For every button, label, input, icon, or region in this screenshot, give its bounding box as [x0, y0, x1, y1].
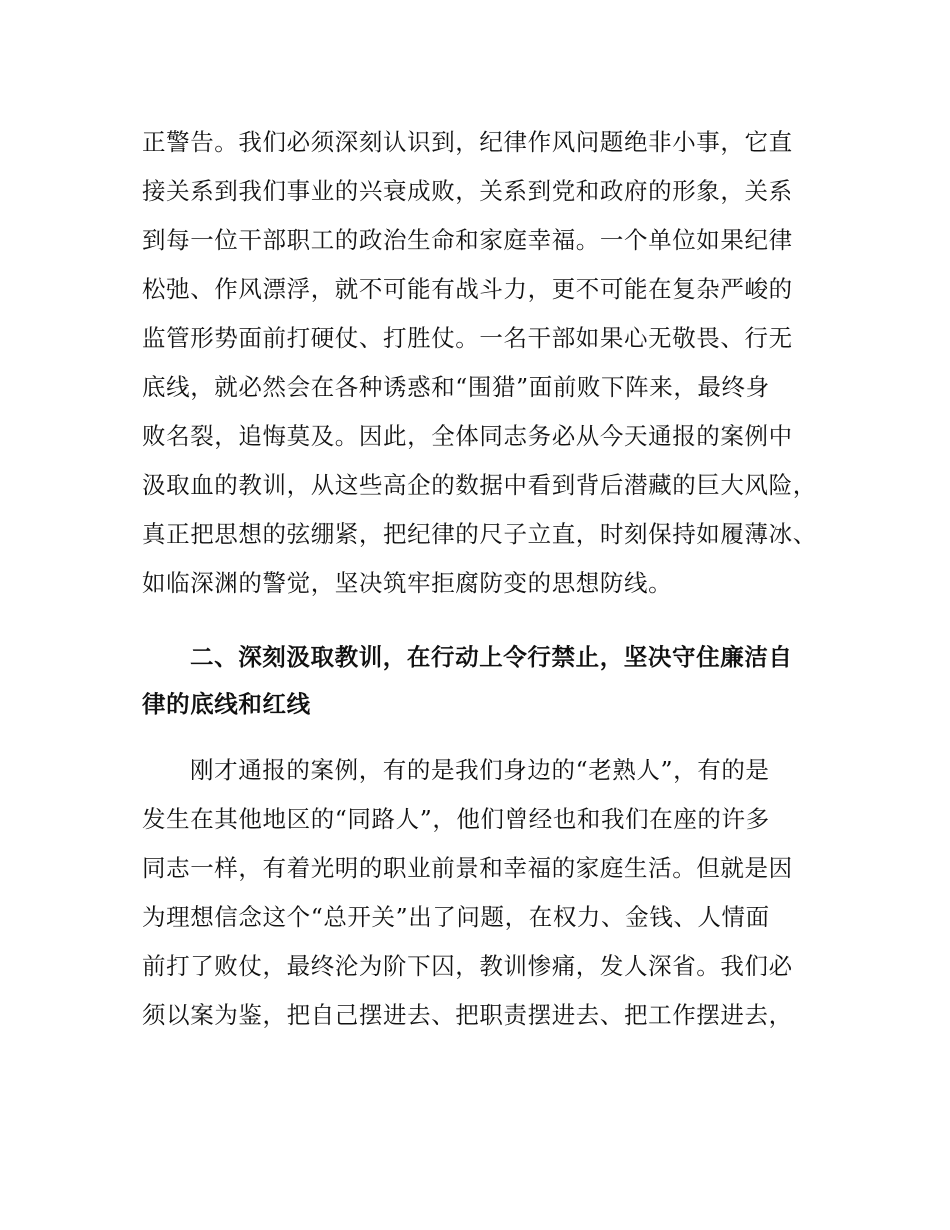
paragraph-line: 同志一样，有着光明的职业前景和幸福的家庭生活。但就是因	[142, 854, 793, 882]
paragraph-line: 监管形势面前打硬仗、打胜仗。一名干部如果心无敬畏、行无	[142, 324, 793, 352]
paragraph-line: 真正把思想的弦绷紧，把纪律的尺子立直，时刻保持如履薄冰、	[142, 520, 817, 548]
paragraph-line: 如临深渊的警觉，坚决筑牢拒腐防变的思想防线。	[142, 569, 673, 597]
paragraph-line: 为理想信念这个“总开关”出了问题，在权力、金钱、人情面	[142, 903, 770, 931]
paragraph-line: 汲取血的教训，从这些高企的数据中看到背后潜藏的巨大风险，	[142, 471, 817, 499]
paragraph-line: 败名裂，追悔莫及。因此，全体同志务必从今天通报的案例中	[142, 422, 793, 450]
paragraph-line: 接关系到我们事业的兴衰成败，关系到党和政府的形象，关系	[142, 177, 793, 205]
paragraph-line: 正警告。我们必须深刻认识到，纪律作风问题绝非小事，它直	[142, 128, 793, 156]
section-heading-line: 二、深刻汲取教训，在行动上令行禁止，坚决守住廉洁自	[190, 643, 793, 671]
paragraph-line: 底线，就必然会在各种诱惑和“围猎”面前败下阵来，最终身	[142, 373, 770, 401]
paragraph-line: 须以案为鉴，把自己摆进去、把职责摆进去、把工作摆进去，	[142, 1001, 793, 1029]
paragraph-line: 前打了败仗，最终沦为阶下囚，教训惨痛，发人深省。我们必	[142, 952, 793, 980]
paragraph-line: 到每一位干部职工的政治生命和家庭幸福。一个单位如果纪律	[142, 226, 793, 254]
paragraph-line: 发生在其他地区的“同路人”，他们曾经也和我们在座的许多	[142, 805, 770, 833]
paragraph-line: 松弛、作风漂浮，就不可能有战斗力，更不可能在复杂严峻的	[142, 275, 793, 303]
paragraph-line: 刚才通报的案例，有的是我们身边的“老熟人”，有的是	[190, 756, 770, 784]
section-heading-line: 律的底线和红线	[142, 690, 311, 718]
